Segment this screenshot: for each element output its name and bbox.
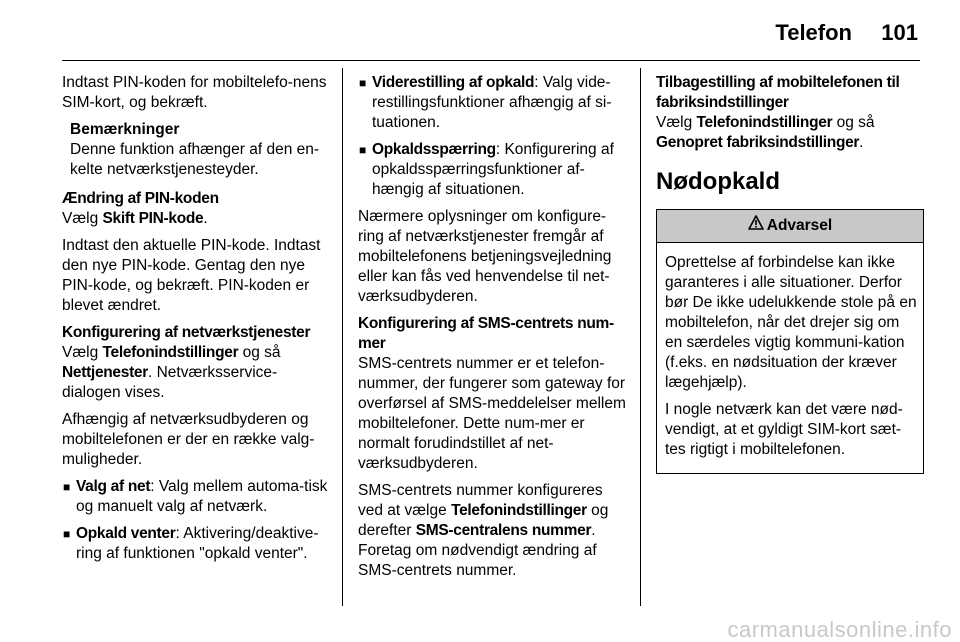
square-bullet-icon: ■ [359, 143, 367, 157]
column-2 [358, 73, 626, 588]
note-text: Denne funktion afhænger af den en-kelte netværkstjenesteyder. [70, 141, 320, 178]
page-number: 101 [881, 20, 918, 45]
text-and-then: og så [832, 114, 875, 131]
heading-change-pin: Ændring af PIN-koden [62, 190, 219, 207]
menu-ref-phone-settings: Telefonindstillinger [451, 502, 587, 519]
bullet-list-2 [358, 73, 626, 200]
paragraph-more-info: Nærmere oplysninger om konfigure-ring af netværkstjenester fremgår af mobiltelefonens betjeningsvejledning eller kan fås ved henvendelse til net-værksudbyderen. [358, 208, 612, 305]
warning-title: Advarsel [766, 217, 833, 235]
header-divider [62, 60, 920, 61]
text-sms-config-intro: SMS-centrets nummer konfigureres ved at vælge [358, 482, 603, 519]
page-title: Telefon [775, 20, 852, 45]
text-and-then: og derefter [358, 502, 609, 539]
menu-ref-restore-defaults: Genopret fabriksindstillinger [656, 134, 860, 151]
list-item [62, 477, 330, 517]
text-and-then: og så [238, 344, 281, 361]
text-select: Vælg [656, 114, 697, 131]
square-bullet-icon: ■ [63, 527, 71, 541]
square-bullet-icon: ■ [63, 480, 71, 494]
list-item-text: : Valg mellem automa-tisk og manuelt valg af netværk. [76, 478, 328, 515]
text-period: . [859, 134, 864, 151]
watermark: carmanualsonline.info [727, 617, 952, 642]
heading-network-config: Konfigurering af netværkstjenester [62, 324, 311, 341]
heading-sms-center: Konfigurering af SMS-centrets num-mer [358, 315, 614, 352]
list-item-text: : Valg vide-restillingsfunktioner afhængig af si-tuationen. [372, 74, 612, 131]
paragraph-network-options: Afhængig af netværksudbyderen og mobiltelefonen er der en række valg-muligheder. [62, 411, 315, 468]
column-divider-1 [342, 68, 343, 606]
warning-header [657, 210, 923, 243]
list-item-text: : Aktivering/deaktive-ring af funktionen "opkald venter". [76, 525, 319, 562]
column-1 [62, 73, 330, 571]
text-change-if-needed: . Foretag om nødvendigt ændring af SMS-centrets nummer. [358, 522, 597, 579]
warning-text-2: I nogle netværk kan det være nød-vendigt, at et gyldigt SIM-kort sæt-tes rigtigt i mobiltelefonen. [665, 401, 903, 458]
menu-ref-phone-settings: Telefonindstillinger [102, 344, 239, 361]
bullet-list-1 [62, 477, 330, 564]
paragraph-pin-entry: Indtast PIN-koden for mobiltelefo-nens SIM-kort, og bekræft. [62, 74, 327, 111]
warning-triangle-icon [748, 210, 764, 242]
paragraph-select-change-pin [62, 209, 330, 229]
list-item-title: Valg af net [76, 478, 151, 495]
paragraph-sms-description: SMS-centrets nummer er et telefon-nummer, der fungerer som gateway for overførsel af SMS-meddelelser mellem mobiltelefoner. Dette num-mer er normalt forudindstillet af net-værksudbyderen. [358, 355, 626, 472]
list-item-title: Opkald venter [76, 525, 176, 542]
list-item-text: : Konfigurering af opkaldsspærringsfunktioner af-hængig af situationen. [372, 141, 614, 198]
column-3 [656, 73, 924, 474]
text-select: Vælg [62, 210, 103, 227]
menu-ref-network-services: Nettjenester [62, 364, 148, 381]
paragraph-factory-reset [656, 113, 924, 153]
text-dialog-shown: . Netværksservice-dialogen vises. [62, 364, 278, 401]
list-item-title: Opkaldsspærring [372, 141, 496, 158]
text-period: . [203, 210, 208, 227]
warning-text-1: Oprettelse af forbindelse kan ikke garanteres i alle situationer. Derfor bør De ikke udelukkende stole på en mobiltelefon, når det drejer sig om en særdeles vigtig kommuni-kation (f.eks. en nødsituation der kræver lægehjælp). [665, 254, 917, 391]
paragraph-select-network [62, 343, 330, 403]
list-item [358, 140, 626, 200]
paragraph-pin-steps: Indtast den aktuelle PIN-kode. Indtast den nye PIN-kode. Gentag den nye PIN-kode, og bekræft. PIN-koden er blevet ændret. [62, 237, 321, 314]
note-title: Bemærkninger [70, 121, 180, 138]
menu-ref-phone-settings: Telefonindstillinger [696, 114, 833, 131]
section-title-emergency-call: Nødopkald [656, 168, 780, 195]
square-bullet-icon: ■ [359, 76, 367, 90]
list-item [358, 73, 626, 133]
warning-box [656, 209, 924, 474]
column-divider-2 [640, 68, 641, 606]
list-item [62, 524, 330, 564]
menu-ref-sms-center-number: SMS-centralens nummer [415, 522, 592, 539]
note-block [62, 120, 330, 180]
heading-factory-reset: Tilbagestilling af mobiltelefonen til fabriksindstillinger [656, 74, 900, 111]
warning-body [657, 243, 923, 473]
page-header [0, 0, 960, 62]
menu-ref-change-pin: Skift PIN-kode [102, 210, 204, 227]
list-item-title: Viderestilling af opkald [372, 74, 535, 91]
text-select: Vælg [62, 344, 103, 361]
paragraph-sms-config [358, 481, 626, 581]
